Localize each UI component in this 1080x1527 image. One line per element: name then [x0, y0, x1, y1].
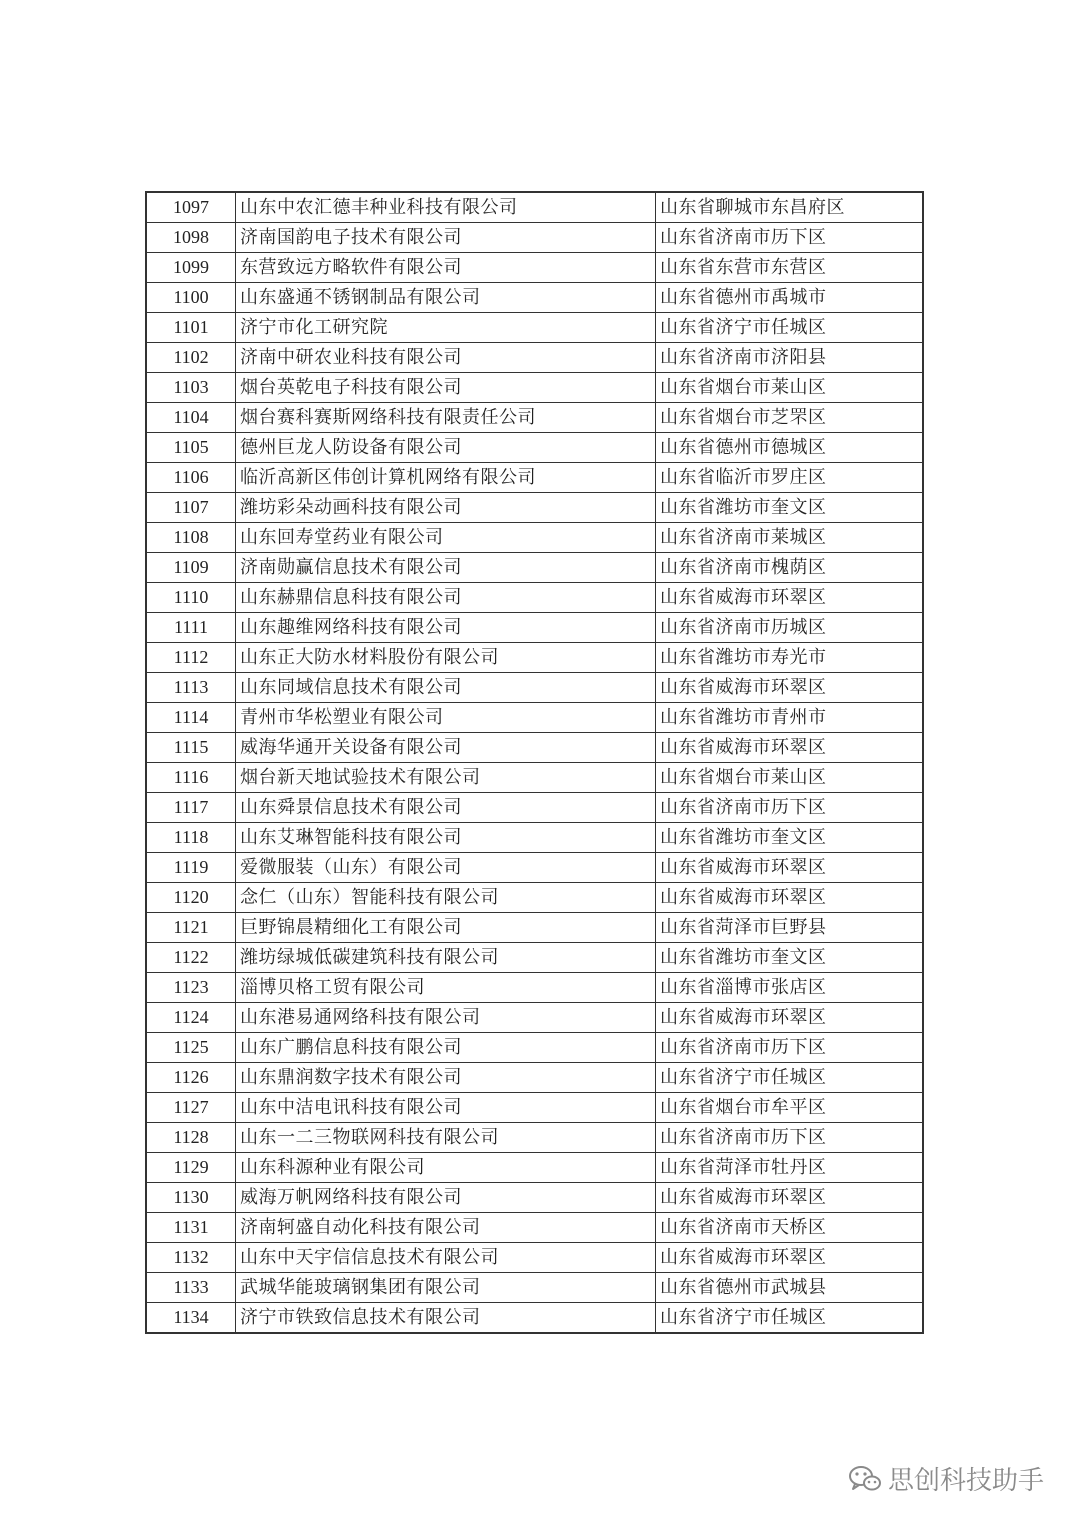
company-name: 山东赫鼎信息科技有限公司: [236, 583, 656, 613]
company-name: 山东中天宇信信息技术有限公司: [236, 1243, 656, 1273]
table-row: [146, 1183, 923, 1213]
table-row: [146, 1033, 923, 1063]
company-name: 山东盛通不锈钢制品有限公司: [236, 283, 656, 313]
company-name: 山东舜景信息技术有限公司: [236, 793, 656, 823]
row-number: 1120: [146, 883, 236, 913]
company-table-container: [145, 191, 924, 1334]
table-row: [146, 283, 923, 313]
row-number: 1119: [146, 853, 236, 883]
watermark-text: 思创科技助手: [887, 1466, 1044, 1496]
row-number: 1117: [146, 793, 236, 823]
row-number: 1116: [146, 763, 236, 793]
company-location: 山东省济宁市任城区: [656, 1063, 924, 1093]
row-number: 1106: [146, 463, 236, 493]
company-location: 山东省潍坊市青州市: [656, 703, 924, 733]
table-row: [146, 613, 923, 643]
company-name: 济南轲盛自动化科技有限公司: [236, 1213, 656, 1243]
company-name: 烟台新天地试验技术有限公司: [236, 763, 656, 793]
company-location: 山东省东营市东营区: [656, 253, 924, 283]
row-number: 1099: [146, 253, 236, 283]
row-number: 1101: [146, 313, 236, 343]
row-number: 1134: [146, 1303, 236, 1334]
row-number: 1132: [146, 1243, 236, 1273]
company-table-body: [146, 192, 923, 1333]
table-row: [146, 523, 923, 553]
table-row: [146, 1273, 923, 1303]
company-location: 山东省潍坊市寿光市: [656, 643, 924, 673]
row-number: 1128: [146, 1123, 236, 1153]
company-location: 山东省烟台市牟平区: [656, 1093, 924, 1123]
table-row: [146, 1003, 923, 1033]
table-row: [146, 463, 923, 493]
wechat-icon: [848, 1464, 882, 1494]
company-name: 山东正大防水材料股份有限公司: [236, 643, 656, 673]
company-name: 山东中农汇德丰种业科技有限公司: [236, 192, 656, 223]
row-number: 1109: [146, 553, 236, 583]
company-location: 山东省德州市武城县: [656, 1273, 924, 1303]
company-location: 山东省聊城市东昌府区: [656, 192, 924, 223]
company-location: 山东省烟台市莱山区: [656, 373, 924, 403]
company-name: 山东回寿堂药业有限公司: [236, 523, 656, 553]
row-number: 1131: [146, 1213, 236, 1243]
table-row: [146, 733, 923, 763]
table-row: [146, 883, 923, 913]
row-number: 1100: [146, 283, 236, 313]
row-number: 1113: [146, 673, 236, 703]
company-location: 山东省威海市环翠区: [656, 673, 924, 703]
table-row: [146, 192, 923, 223]
company-location: 山东省潍坊市奎文区: [656, 943, 924, 973]
company-location: 山东省烟台市莱山区: [656, 763, 924, 793]
table-row: [146, 913, 923, 943]
company-location: 山东省威海市环翠区: [656, 853, 924, 883]
company-location: 山东省济南市历城区: [656, 613, 924, 643]
company-table: [145, 191, 924, 1334]
table-row: [146, 313, 923, 343]
table-row: [146, 1153, 923, 1183]
company-location: 山东省威海市环翠区: [656, 583, 924, 613]
table-row: [146, 1243, 923, 1273]
company-location: 山东省济南市济阳县: [656, 343, 924, 373]
company-location: 山东省济南市历下区: [656, 1033, 924, 1063]
company-name: 潍坊绿城低碳建筑科技有限公司: [236, 943, 656, 973]
company-location: 山东省威海市环翠区: [656, 1183, 924, 1213]
table-row: [146, 253, 923, 283]
company-name: 山东广鹏信息科技有限公司: [236, 1033, 656, 1063]
row-number: 1125: [146, 1033, 236, 1063]
company-location: 山东省威海市环翠区: [656, 883, 924, 913]
company-location: 山东省济宁市任城区: [656, 1303, 924, 1334]
row-number: 1133: [146, 1273, 236, 1303]
company-name: 济宁市化工研究院: [236, 313, 656, 343]
company-name: 山东一二三物联网科技有限公司: [236, 1123, 656, 1153]
company-location: 山东省菏泽市巨野县: [656, 913, 924, 943]
company-name: 临沂高新区伟创计算机网络有限公司: [236, 463, 656, 493]
table-row: [146, 973, 923, 1003]
company-location: 山东省烟台市芝罘区: [656, 403, 924, 433]
table-row: [146, 643, 923, 673]
company-name: 山东鼎润数字技术有限公司: [236, 1063, 656, 1093]
company-location: 山东省济南市莱城区: [656, 523, 924, 553]
row-number: 1102: [146, 343, 236, 373]
row-number: 1123: [146, 973, 236, 1003]
row-number: 1115: [146, 733, 236, 763]
table-row: [146, 1303, 923, 1334]
row-number: 1103: [146, 373, 236, 403]
company-location: 山东省德州市禹城市: [656, 283, 924, 313]
watermark: [848, 1460, 1044, 1497]
table-row: [146, 853, 923, 883]
table-row: [146, 703, 923, 733]
row-number: 1108: [146, 523, 236, 553]
row-number: 1122: [146, 943, 236, 973]
table-row: [146, 1213, 923, 1243]
company-name: 巨野锦晨精细化工有限公司: [236, 913, 656, 943]
company-name: 山东中洁电讯科技有限公司: [236, 1093, 656, 1123]
company-location: 山东省济南市历下区: [656, 793, 924, 823]
company-name: 济南勋赢信息技术有限公司: [236, 553, 656, 583]
table-row: [146, 823, 923, 853]
row-number: 1107: [146, 493, 236, 523]
table-row: [146, 583, 923, 613]
table-row: [146, 1123, 923, 1153]
row-number: 1097: [146, 192, 236, 223]
company-location: 山东省济南市历下区: [656, 1123, 924, 1153]
company-name: 青州市华松塑业有限公司: [236, 703, 656, 733]
company-name: 烟台英乾电子科技有限公司: [236, 373, 656, 403]
company-name: 潍坊彩朵动画科技有限公司: [236, 493, 656, 523]
row-number: 1118: [146, 823, 236, 853]
company-name: 山东科源种业有限公司: [236, 1153, 656, 1183]
row-number: 1114: [146, 703, 236, 733]
row-number: 1127: [146, 1093, 236, 1123]
company-name: 东营致远方略软件有限公司: [236, 253, 656, 283]
company-location: 山东省济宁市任城区: [656, 313, 924, 343]
table-row: [146, 373, 923, 403]
company-name: 德州巨龙人防设备有限公司: [236, 433, 656, 463]
company-name: 武城华能玻璃钢集团有限公司: [236, 1273, 656, 1303]
company-location: 山东省威海市环翠区: [656, 733, 924, 763]
company-location: 山东省临沂市罗庄区: [656, 463, 924, 493]
table-row: [146, 1063, 923, 1093]
company-location: 山东省德州市德城区: [656, 433, 924, 463]
company-location: 山东省淄博市张店区: [656, 973, 924, 1003]
table-row: [146, 223, 923, 253]
row-number: 1112: [146, 643, 236, 673]
row-number: 1121: [146, 913, 236, 943]
table-row: [146, 793, 923, 823]
table-row: [146, 673, 923, 703]
company-name: 山东同域信息技术有限公司: [236, 673, 656, 703]
table-row: [146, 553, 923, 583]
row-number: 1126: [146, 1063, 236, 1093]
company-location: 山东省威海市环翠区: [656, 1003, 924, 1033]
company-location: 山东省潍坊市奎文区: [656, 823, 924, 853]
row-number: 1111: [146, 613, 236, 643]
row-number: 1124: [146, 1003, 236, 1033]
company-name: 济宁市铁致信息技术有限公司: [236, 1303, 656, 1334]
table-row: [146, 1093, 923, 1123]
row-number: 1129: [146, 1153, 236, 1183]
table-row: [146, 403, 923, 433]
company-location: 山东省菏泽市牡丹区: [656, 1153, 924, 1183]
company-location: 山东省潍坊市奎文区: [656, 493, 924, 523]
table-row: [146, 763, 923, 793]
company-name: 山东趣维网络科技有限公司: [236, 613, 656, 643]
company-name: 爱微服装（山东）有限公司: [236, 853, 656, 883]
table-row: [146, 493, 923, 523]
company-name: 威海万帆网络科技有限公司: [236, 1183, 656, 1213]
company-location: 山东省济南市槐荫区: [656, 553, 924, 583]
table-row: [146, 943, 923, 973]
row-number: 1110: [146, 583, 236, 613]
company-name: 念仁（山东）智能科技有限公司: [236, 883, 656, 913]
company-name: 威海华通开关设备有限公司: [236, 733, 656, 763]
row-number: 1105: [146, 433, 236, 463]
company-name: 淄博贝格工贸有限公司: [236, 973, 656, 1003]
company-name: 济南国韵电子技术有限公司: [236, 223, 656, 253]
company-location: 山东省济南市天桥区: [656, 1213, 924, 1243]
row-number: 1104: [146, 403, 236, 433]
company-name: 山东艾琳智能科技有限公司: [236, 823, 656, 853]
company-name: 烟台赛科赛斯网络科技有限责任公司: [236, 403, 656, 433]
company-name: 山东港易通网络科技有限公司: [236, 1003, 656, 1033]
table-row: [146, 433, 923, 463]
company-name: 济南中研农业科技有限公司: [236, 343, 656, 373]
row-number: 1130: [146, 1183, 236, 1213]
row-number: 1098: [146, 223, 236, 253]
company-location: 山东省济南市历下区: [656, 223, 924, 253]
table-row: [146, 343, 923, 373]
company-location: 山东省威海市环翠区: [656, 1243, 924, 1273]
